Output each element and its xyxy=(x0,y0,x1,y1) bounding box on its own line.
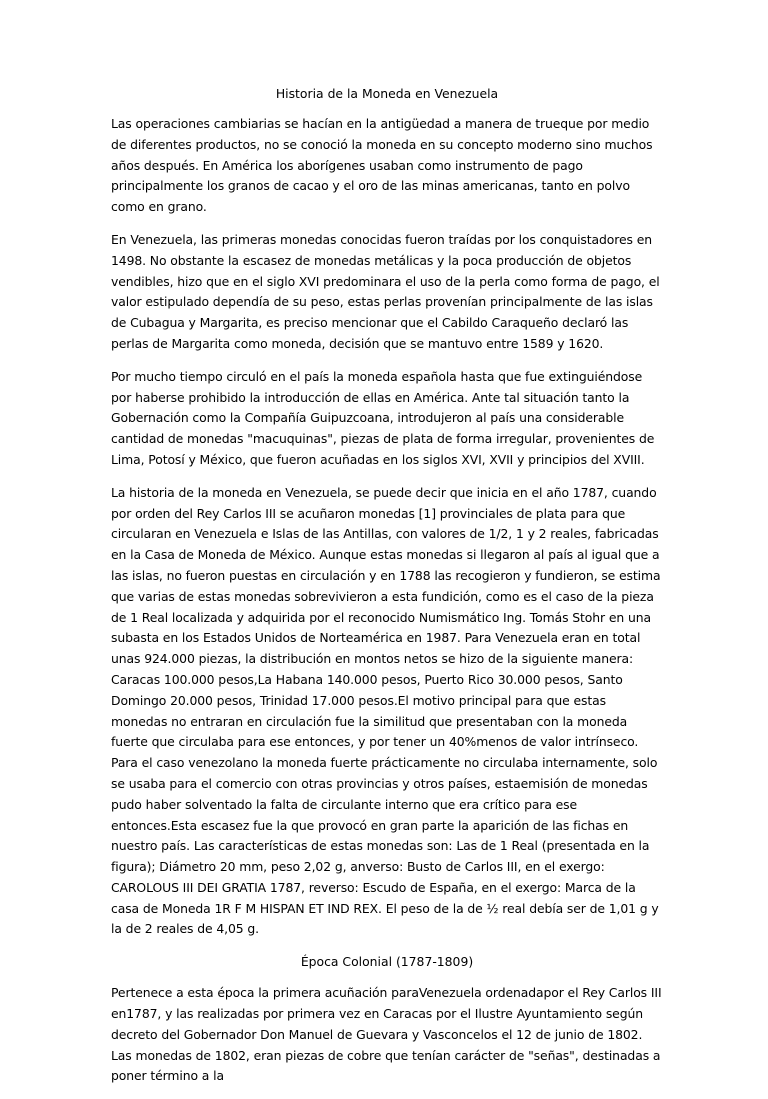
paragraph-perlas: En Venezuela, las primeras monedas conocidas fueron traídas por los conquistadores en 1498. No obstante la escasez de monedas metálicas y la poca producción de objetos vendibles, hizo que en el siglo XVI predominara el uso de la perla como forma de pago, el valor estipulado dependía de su peso, estas perlas provenían principalmente de las islas de Cubagua y Margarita, es preciso mencionar que el Cabildo Caraqueño declaró las perlas de Margarita como moneda, decisión que se mantuvo entre 1589 y 1620. xyxy=(111,231,660,351)
document-body xyxy=(111,84,663,1099)
paragraph-epoca-colonial: Pertenece a esta época la primera acuñación paraVenezuela ordenadapor el Rey Carlos III en1787, y las realizadas por primera vez en Caracas por el Ilustre Ayuntamiento según decreto del Gobernador Don Manuel de Guevara y Vasconcelos el 12 de junio de 1802. Las monedas de 1802, eran piezas de cobre que tenían carácter de "señas", destinadas a poner término a la xyxy=(111,985,662,1084)
section-heading-epoca-colonial: Época Colonial (1787-1809) xyxy=(300,954,474,970)
paragraph-macuquinas: Por mucho tiempo circuló en el país la moneda española hasta que fue extinguiéndose por haberse prohibido la introducción de ellas en América. Ante tal situación tanto la Gobernación como la Compañía Guipuzcoana, introdujeron al país una considerable cantidad de monedas "macuquinas", piezas de plata de forma irregular, provenientes de Lima, Potosí y México, que fueron acuñadas en los siglos XVI, XVII y principios del XVIII. xyxy=(111,368,655,467)
paragraph-trueque: Las operaciones cambiarias se hacían en la antigüedad a manera de trueque por medio de diferentes productos, no se conoció la moneda en su concepto moderno sino muchos años después. En América los aborígenes usaban como instrumento de pago principalmente los granos de cacao y el oro de las minas americanas, tanto en polvo como en grano. xyxy=(111,116,653,215)
paragraph-historia-1787: La historia de la moneda en Venezuela, se puede decir que inicia en el año 1787, cuando por orden del Rey Carlos III se acuñaron monedas [1] provinciales de plata para que circularan en Venezuela e Islas de las Antillas, con valores de 1/2, 1 y 2 reales, fabricadas en la Casa de Moneda de México. Aunque estas monedas si llegaron al país al igual que a las islas, no fueron puestas en circulación y en 1788 las recogieron y fundieron, se estima que varias de estas monedas sobrevivieron a esta fundición, como es el caso de la pieza de 1 Real localizada y adquirida por el reconocido Numismático Ing. Tomás Stohr en una subasta en los Estados Unidos de Norteamérica en 1987. Para Venezuela eran en total unas 924.000 piezas, la distribución en montos netos se hizo de la siguiente manera: Caracas 100.000 pesos,La Habana 140.000 pesos, Puerto Rico 30.000 pesos, Santo Domingo 20.000 pesos, Trinidad 17.000 pesos.El motivo principal para que estas monedas no entraran en circulación fue la similitud que presentaban con la moneda fuerte que circulaba para ese entonces, y por tener un 40%menos de valor intrínseco. Para el caso venezolano la moneda fuerte prácticamente no circulaba internamente, solo se usaba para el comercio con otras provincias y otros países, estaemisión de monedas pudo haber solventado la falta de circulante interno que era crítico para ese entonces.Esta escasez fue la que provocó en gran parte la aparición de las fichas en nuestro país. Las características de estas monedas son: Las de 1 Real (presentada en la figura); Diámetro 20 mm, peso 2,02 g, anverso: Busto de Carlos III, en el exergo: CAROLOUS III DEI GRATIA 1787, reverso: Escudo de España, en el exergo: Marca de la casa de Moneda 1R F M HISPAN ET IND REX. El peso de la de ½ real debía ser de 1,01 g y la de 2 reales de 4,05 g. xyxy=(111,484,661,937)
document-title: Historia de la Moneda en Venezuela xyxy=(275,86,499,101)
